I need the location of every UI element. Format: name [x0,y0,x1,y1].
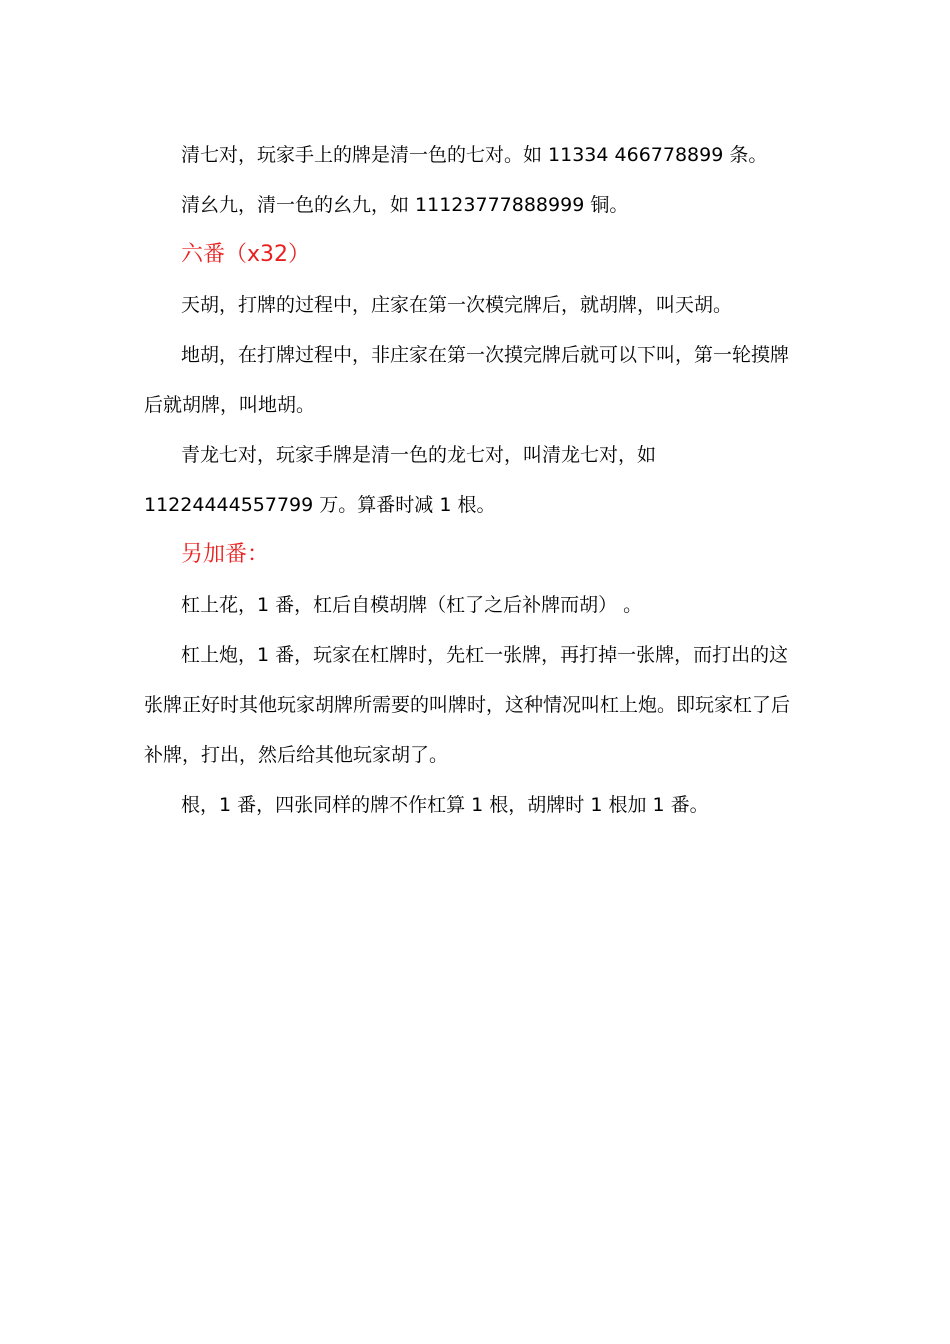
paragraph-gang-shang-hua: 杠上花，1 番，杠后自模胡牌（杠了之后补牌而胡） 。 [181,594,643,616]
section-heading-extra-fan: 另加番： [181,542,270,567]
paragraph-di-hu-line-2: 后就胡牌，叫地胡。 [144,394,316,416]
paragraph-qing-yao-jiu: 清幺九，清一色的幺九，如 11123777888999 铜。 [181,194,629,216]
section-heading-six-fan: 六番（x32） [181,242,311,267]
paragraph-gang-shang-pao-line-1: 杠上炮，1 番，玩家在杠牌时，先杠一张牌，再打掉一张牌，而打出的这 [181,644,789,666]
document-body [144,130,804,830]
paragraph-gang-shang-pao-line-2: 张牌正好时其他玩家胡牌所需要的叫牌时，这种情况叫杠上炮。即玩家杠了后 [144,694,791,716]
paragraph-gang-shang-pao-line-3: 补牌，打出，然后给其他玩家胡了。 [144,744,449,766]
paragraph-qing-long-qi-dui-line-1: 青龙七对，玩家手牌是清一色的龙七对，叫清龙七对，如 [181,444,657,466]
paragraph-qing-qi-dui: 清七对，玩家手上的牌是清一色的七对。如 11334 466778899 条。 [181,144,768,166]
paragraph-di-hu-line-1: 地胡，在打牌过程中，非庄家在第一次摸完牌后就可以下叫，第一轮摸牌 [181,344,790,366]
paragraph-gen: 根，1 番，四张同样的牌不作杠算 1 根，胡牌时 1 根加 1 番。 [181,794,709,816]
paragraph-qing-long-qi-dui-line-2: 11224444557799 万。算番时减 1 根。 [144,494,496,516]
paragraph-tian-hu: 天胡，打牌的过程中，庄家在第一次模完牌后，就胡牌，叫天胡。 [181,294,733,316]
